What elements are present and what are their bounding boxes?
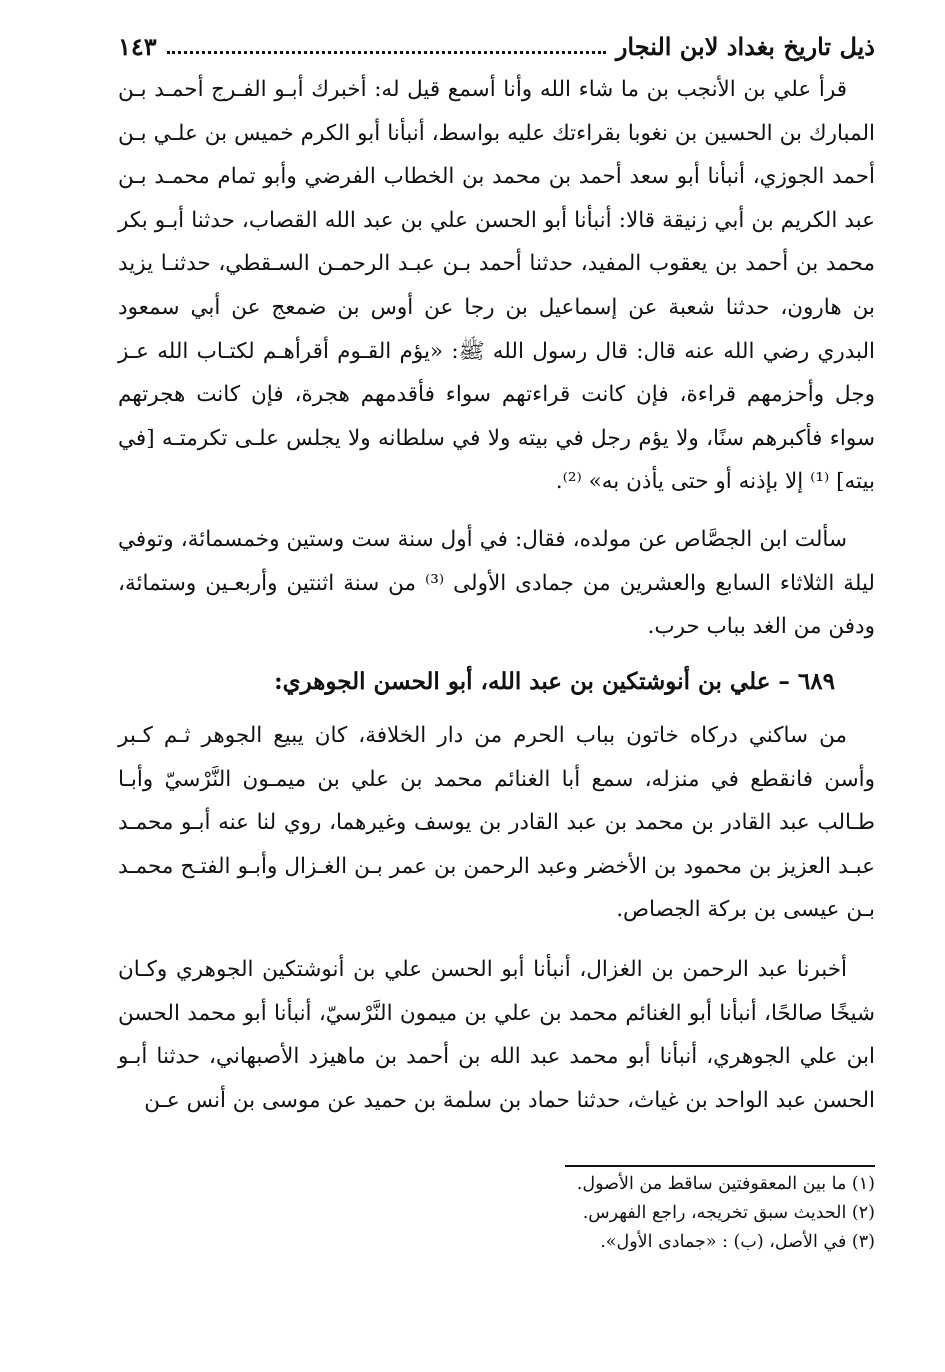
paragraph-text: قرأ علي بن الأنجب بن ما شاء الله وأنا أسمع قيل له: أخبرك أبـو الفـرج أحمـد بـن المبارك بن الحسين بن نغوبا بقراءتك عليه بواسط، أنبأنا أبو الكرم خميس بن علـي بـن أحمد الجوزي، أنبأنا أبو سعد أحمد بن محمد بن الخطاب الفرضي وأبو تمام محمـد بـن عبد الكريم بن أبي زنيقة قالا: أنبأنا أبو الحسن علي بن عبد الله القصاب، حدثنا أبـو بكر محمد بن أحمد بن يعقوب المفيد، حدثنا أحمد بـن عبـد الرحمـن السـقطي، حدثنـا يزيد بن هارون، حدثنا شعبة عن إسماعيل بن رجا عن أوس بن ضمعج عن أبي سمعود البدري رضي الله عنه قال: قال رسول الله ﷺ: «يؤم القـوم أقرأهـم لكتـاب الله عـز وجل وأحزمهم قراءة، فإن كانت قراءتهم سواء فأقدمهم هجرة، فإن كانت هجرتهم سواء فأكبرهم سنًا، ولا يؤم رجل في بيته ولا في سلطانه ولا يجلس علـى تكرمتـه [في بيته] ⁽¹⁾ إلا بإذنه أو حتى يأذن به» ⁽²⁾.: [118, 77, 875, 495]
running-header: [118, 28, 875, 64]
leader-dots: [167, 51, 606, 54]
entry-heading: ٦٨٩ – علي بن أنوشتكين بن عبد الله، أبو الحسن الجوهري:: [274, 668, 835, 695]
paragraph-birth-death: [118, 518, 875, 650]
footnote-3: (٣) في الأصل، (ب) : «جمادى الأول».: [600, 1232, 875, 1252]
paragraph-text: سألت ابن الجصَّاص عن مولده، فقال: في أول سنة ست وستين وخمسمائة، وتوفي ليلة الثلاثاء السابع والعشرين من جمادى الأولى ⁽³⁾ من سنة اثنتين وأربعـين وستمائة، ودفن من الغد بباب حرب.: [118, 527, 875, 640]
paragraph-biography: [118, 714, 875, 934]
page-number: ١٤٣: [118, 31, 157, 61]
paragraph-text: أخبرنا عبد الرحمن بن الغزال، أنبأنا أبو الحسن علي بن أنوشتكين الجوهري وكـان شيخًا صالحًا، أنبأنا أبو الغنائم محمد بن علي بن ميمون النَّرْسيّ، أنبأنا أبو محمد الحسن ابن علي الجوهري، أنبأنا أبو محمد عبد الله بن أحمد بن ماهيزد الأصبهاني، حدثنا أبـو الحسن عبد الواحد بن غياث، حدثنا حماد بن سلمة بن حميد عن موسى بن أنس عـن: [118, 957, 875, 1113]
page-body: [118, 68, 875, 1168]
paragraph-narration: [118, 948, 875, 1168]
footnote-2: (٢) الحديث سبق تخريجه، راجع الفهرس.: [582, 1203, 875, 1223]
footnote-1: (١) ما بين المعقوفتين ساقط من الأصول.: [576, 1174, 875, 1194]
footnotes: [135, 1170, 875, 1257]
footnote-separator: [565, 1165, 875, 1167]
running-title: ذيل تاريخ بغداد لابن النجار: [615, 31, 875, 61]
paragraph-text: من ساكني دركاه خاتون بباب الحرم من دار الخلافة، كان يبيع الجوهر ثـم كـبر وأسن فانقطع في منزله، سمع أبا الغنائم محمد بن علي بن ميمـون النَّرْسيّ وأبـا طـالب عبد القادر بن محمد بن عبد القادر بن يوسف وغيرهما، روي لنا عنه أبـو محمـد عبـد العزيز بن محمود بن الأخضر وعبد الرحمن بن عمر بـن الغـزال وأبـو الفتـح محمـد بـن عيسى بن بركة الجصاص.: [118, 723, 875, 923]
paragraph-hadith-chain: [118, 68, 875, 504]
